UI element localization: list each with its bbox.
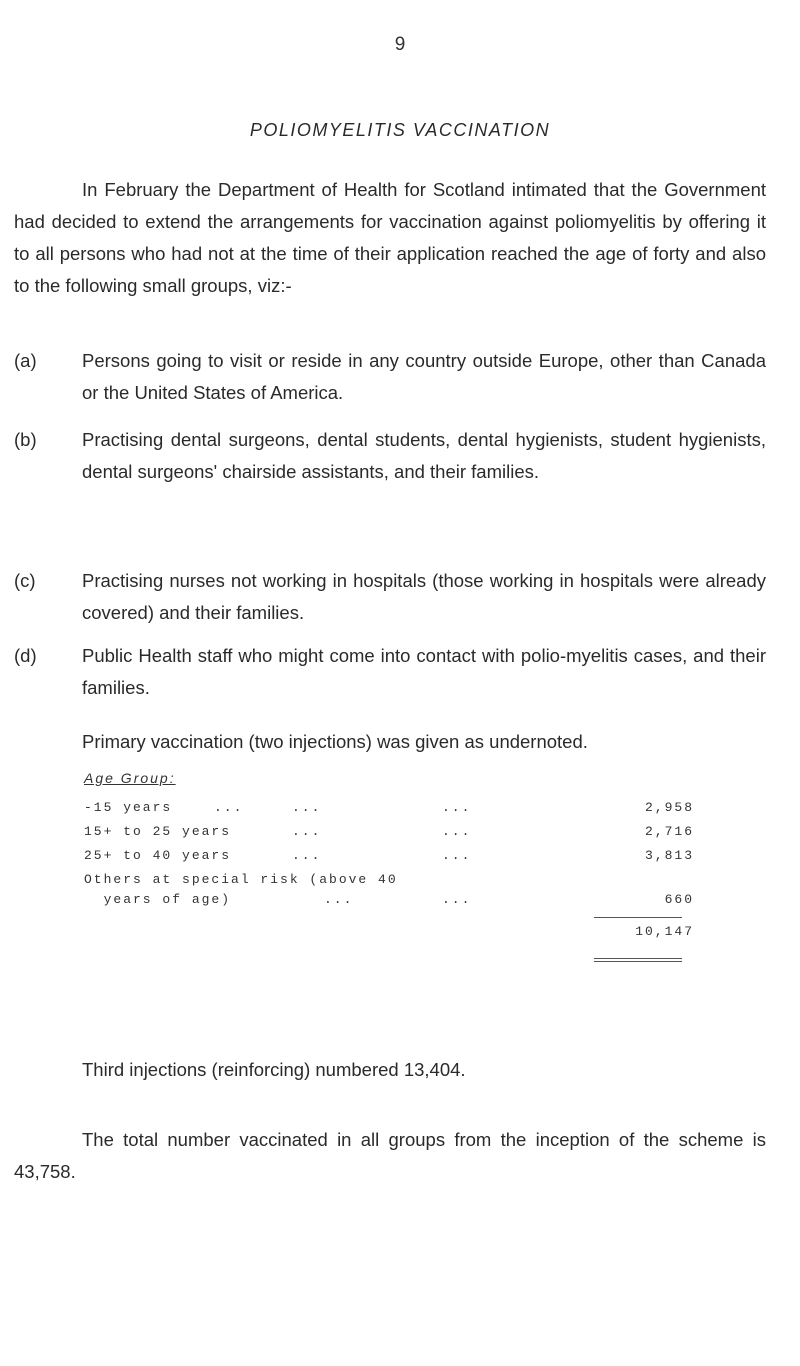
list-item-text: Persons going to visit or reside in any country outside Europe, other than Canada or the United States of America.	[82, 350, 766, 403]
table-row	[84, 824, 694, 844]
double-rule-top	[594, 958, 682, 959]
row-value: 3,813	[644, 848, 694, 863]
leader-dots: ...	[214, 800, 244, 815]
leader-dots: ...	[442, 800, 472, 815]
table-total: 10,147	[635, 924, 694, 939]
list-item-text: Practising dental surgeons, dental students, dental hygienists, student hygienists, dental surgeons' chairside assistants, and their families.	[82, 429, 766, 482]
intro-paragraph	[14, 174, 766, 302]
table-row	[84, 892, 694, 912]
row-label: Others at special risk (above 40	[84, 872, 398, 887]
row-value: 2,958	[644, 800, 694, 815]
list-marker: (a)	[14, 350, 37, 371]
primary-vaccination-note: Primary vaccination (two injections) was given as undernoted.	[82, 731, 588, 752]
page-number: 9	[394, 34, 406, 55]
row-label: -15 years	[84, 800, 173, 815]
list-item-text: Public Health staff who might come into contact with polio-myelitis cases, and their families.	[82, 645, 766, 698]
leader-dots: ...	[442, 824, 472, 839]
list-marker: (c)	[14, 570, 36, 591]
double-rule-bottom	[594, 961, 682, 962]
table-row	[84, 872, 694, 892]
leader-dots: ...	[442, 848, 472, 863]
section-title: POLIOMYELITIS VACCINATION	[249, 120, 551, 140]
row-label: 15+ to 25 years	[84, 824, 232, 839]
leader-dots: ...	[292, 824, 322, 839]
age-group-header: Age Group:	[84, 770, 176, 786]
list-marker: (d)	[14, 645, 37, 666]
total-vaccinated-paragraph	[14, 1124, 766, 1188]
row-value: 660	[664, 892, 694, 907]
table-row	[84, 800, 694, 820]
leader-dots: ...	[292, 848, 322, 863]
third-injections-note: Third injections (reinforcing) numbered 13,404.	[82, 1059, 466, 1080]
row-label: 25+ to 40 years	[84, 848, 232, 863]
total-vaccinated-text: The total number vaccinated in all groups from the inception of the scheme is 43,758.	[14, 1129, 766, 1182]
leader-dots: ...	[324, 892, 354, 907]
list-marker: (b)	[14, 429, 37, 450]
table-row	[84, 848, 694, 868]
intro-text: In February the Department of Health for Scotland intimated that the Government had decided to extend the arrangements for vaccination against poliomyelitis by offering it to all persons who had not at the time of their application reached the age of forty and also to the following small groups, viz:-	[14, 179, 766, 296]
leader-dots: ...	[442, 892, 472, 907]
row-value: 2,716	[644, 824, 694, 839]
subtotal-rule	[594, 917, 682, 918]
leader-dots: ...	[292, 800, 322, 815]
list-item-text: Practising nurses not working in hospitals (those working in hospitals were already covered) and their families.	[82, 570, 766, 623]
row-label: years of age)	[84, 892, 232, 907]
